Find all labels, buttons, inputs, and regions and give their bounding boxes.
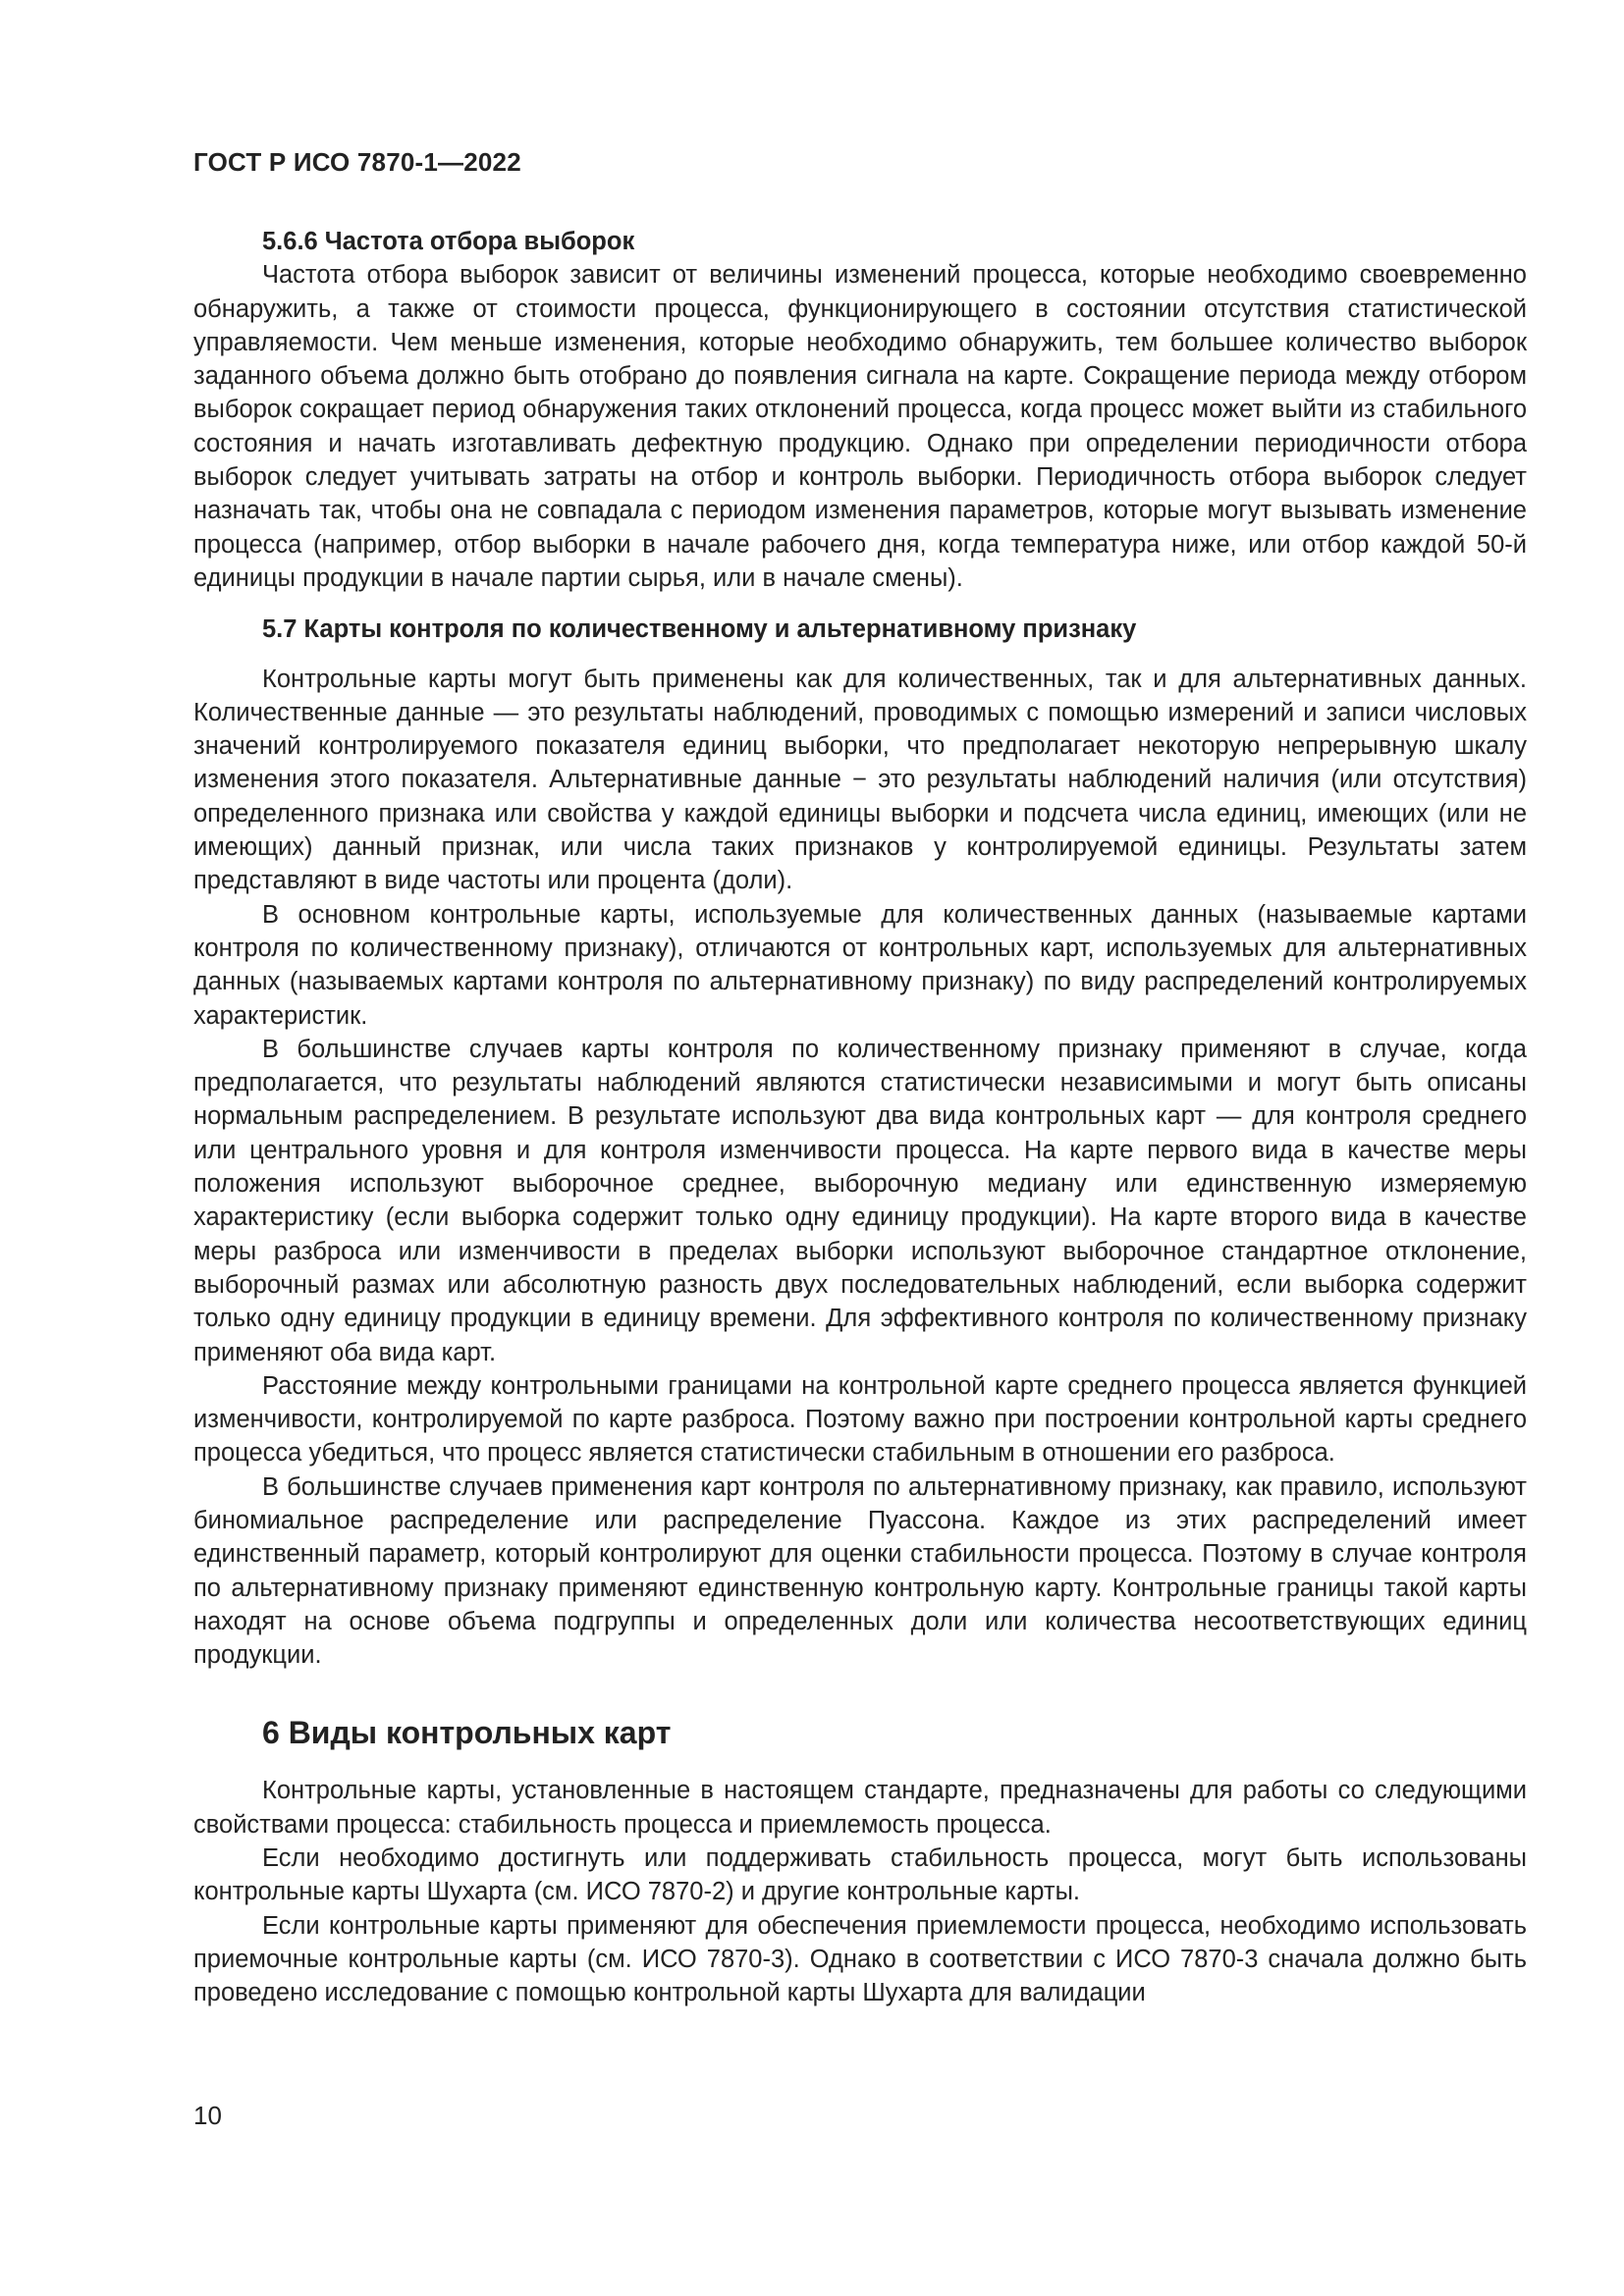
page-number: 10 — [193, 2101, 222, 2130]
paragraph: В большинстве случаев карты контроля по количественному признаку применяют в случае, когда предполагается, что результаты наблюдений являются статистически независимыми и могут быть описаны нормальным распределением. В результате используют два вида контрольных карт — для контроля среднего или центрального уровня и для контроля изменчивости процесса. На карте первого вида в качестве меры положения используют выборочное среднее, выборочную медиану или единственную измеряемую характеристику (если выборка содержит только одну единицу продукции). На карте второго вида в качестве меры разброса или изменчивости в пределах выборки используют выборочное стандартное отклонение, выборочный размах или абсолютную разность двух последовательных наблюдений, если выборка содержит только одну единицу продукции в единицу времени. Для эффективного контроля по количественному признаку применяют оба вида карт. — [193, 1035, 1527, 1366]
section-6-heading: 6 Виды контрольных карт — [262, 1715, 672, 1751]
paragraph: Контрольные карты, установленные в настоящем стандарте, предназначены для работы со следующими свойствами процесса: стабильность процесса и приемлемость процесса. — [193, 1777, 1527, 1839]
paragraph: В большинстве случаев применения карт контроля по альтернативному признаку, как правило, используют биномиальное распределение или распределение Пуассона. Каждое из этих распределений имеет единственный параметр, который контролируют для оценки стабильности процесса. Поэтому в случае контроля по альтернативному признаку применяют единственную контрольную карту. Контрольные границы такой карты находят на основе объема подгруппы и определенных доли или количества несоответствующих единиц продукции. — [193, 1472, 1527, 1670]
page-content — [193, 225, 1527, 2010]
section-5-6-6-heading: 5.6.6 Частота отбора выборок — [262, 228, 635, 255]
document-header: ГОСТ Р ИСО 7870-1—2022 — [193, 147, 521, 177]
paragraph: Расстояние между контрольными границами на контрольной карте среднего процесса является функцией изменчивости, контролируемой по карте разброса. Поэтому важно при построении контрольной карты среднего процесса убедиться, что процесс является статистически стабильным в отношении его разброса. — [193, 1371, 1527, 1468]
paragraph: Если контрольные карты применяют для обеспечения приемлемости процесса, необходимо использовать приемочные контрольные карты (см. ИСО 7870-3). Однако в соответствии с ИСО 7870-3 сначала должно быть проведено исследование с помощью контрольной карты Шухарта для валидации — [193, 1911, 1527, 2007]
paragraph: Если необходимо достигнуть или поддерживать стабильность процесса, могут быть использованы контрольные карты Шухарта (см. ИСО 7870-2) и другие контрольные карты. — [193, 1844, 1527, 1906]
section-5-7-heading: 5.7 Карты контроля по количественному и альтернативному признаку — [262, 615, 1137, 644]
paragraph: В основном контрольные карты, используемые для количественных данных (называемые картами контроля по количественному признаку), отличаются от контрольных карт, используемых для альтернативных данных (называемых картами контроля по альтернативному признаку) по виду распределений контролируемых характеристик. — [193, 900, 1527, 1030]
paragraph: Контрольные карты могут быть применены как для количественных, так и для альтернативных данных. Количественные данные — это результаты наблюдений, проводимых с помощью измерений и записи числовых значений контролируемого показателя единиц выборки, что предполагает некоторую непрерывную шкалу изменения этого показателя. Альтернативные данные − это результаты наблюдений наличия (или отсутствия) определенного признака или свойства у каждой единицы выборки и подсчета числа единиц, имеющих (или не имеющих) данный признак, или числа таких признаков у контролируемой единицы. Результаты затем представляют в виде частоты или процента (доли). — [193, 665, 1527, 895]
paragraph: Частота отбора выборок зависит от величины изменений процесса, которые необходимо своевременно обнаружить, а также от стоимости процесса, функционирующего в состоянии отсутствия статистической управляемости. Чем меньше изменения, которые необходимо обнаружить, тем большее количество выборок заданного объема должно быть отобрано до появления сигнала на карте. Сокращение периода между отбором выборок сокращает период обнаружения таких отклонений процесса, когда процесс может выйти из стабильного состояния и начать изготавливать дефектную продукцию. Однако при определении периодичности отбора выборок следует учитывать затраты на отбор и контроль выборки. Периодичность отбора выборок следует назначать так, чтобы она не совпадала с периодом изменения параметров, которые могут вызывать изменение процесса (например, отбор выборки в начале рабочего дня, когда температура ниже, или отбор каждой 50-й единицы продукции в начале партии сырья, или в начале смены). — [193, 261, 1527, 592]
